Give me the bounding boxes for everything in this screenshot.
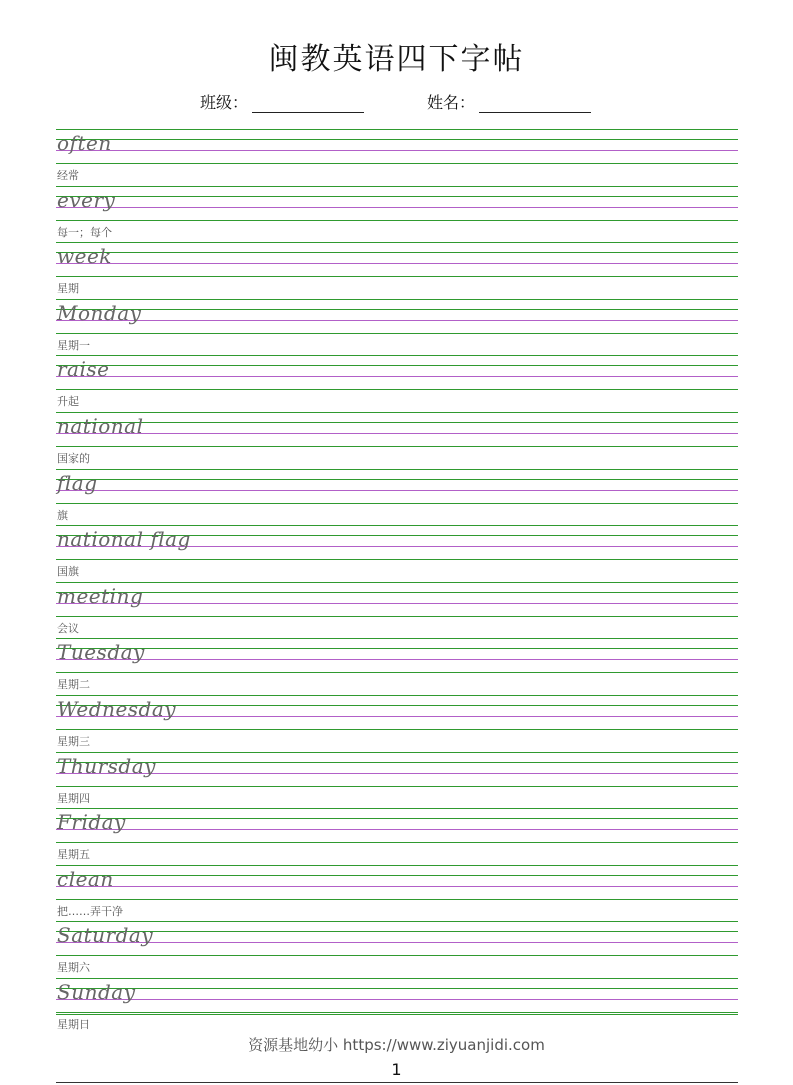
ruling-line-green — [56, 729, 738, 730]
ruling-line-green — [56, 469, 738, 470]
class-label: 班级： — [200, 93, 249, 112]
ruling-line-purple — [56, 433, 738, 434]
ruling-line-green — [56, 865, 738, 866]
ruling-line-green — [56, 276, 738, 277]
word-entry — [56, 186, 738, 243]
ruling-line-green — [56, 299, 738, 300]
ruling-line-green — [56, 422, 738, 423]
word-entry — [56, 129, 738, 186]
ruling-line-purple — [56, 829, 738, 830]
ruling-line-green — [56, 978, 738, 979]
chinese-meaning: 星期六 — [57, 961, 90, 975]
ruling-line-purple — [56, 886, 738, 887]
ruling-line-green — [56, 695, 738, 696]
chinese-meaning: 会议 — [57, 621, 79, 635]
english-word: Thursday — [57, 753, 156, 778]
ruling-line-purple — [56, 490, 738, 491]
chinese-meaning: 国家的 — [57, 451, 90, 465]
bottom-rule — [56, 1082, 738, 1083]
ruling-line-purple — [56, 999, 738, 1000]
chinese-meaning: 星期五 — [57, 848, 90, 862]
ruling-line-green — [56, 818, 738, 819]
ruling-line-green — [56, 333, 738, 334]
class-blank[interactable] — [252, 96, 364, 113]
ruling-line-green — [56, 163, 738, 164]
ruling-line-green — [56, 648, 738, 649]
english-word: week — [57, 244, 112, 269]
ruling-line-purple — [56, 207, 738, 208]
word-entry — [56, 525, 738, 582]
name-field — [427, 90, 591, 113]
word-entry — [56, 242, 738, 299]
english-word: flag — [57, 470, 98, 495]
chinese-meaning: 星期 — [57, 282, 79, 296]
chinese-meaning: 星期四 — [57, 791, 90, 805]
ruling-line-green — [56, 931, 738, 932]
class-field — [200, 90, 364, 113]
ruling-line-purple — [56, 773, 738, 774]
english-word: often — [57, 131, 112, 155]
ruling-line-green — [56, 559, 738, 560]
word-entry — [56, 582, 738, 639]
ruling-line-green — [56, 638, 738, 639]
chinese-meaning: 星期二 — [57, 678, 90, 692]
word-entry — [56, 638, 738, 695]
english-word: Wednesday — [57, 696, 177, 721]
ruling-line-green — [56, 129, 738, 130]
closing-ruling-line — [56, 1014, 738, 1015]
english-word: Sunday — [57, 979, 136, 1004]
ruling-line-green — [56, 672, 738, 673]
ruling-line-green — [56, 592, 738, 593]
ruling-line-green — [56, 616, 738, 617]
ruling-line-green — [56, 988, 738, 989]
word-entry — [56, 921, 738, 978]
chinese-meaning: 把……弄干净 — [57, 904, 123, 918]
english-word: national — [57, 413, 144, 438]
ruling-line-green — [56, 186, 738, 187]
ruling-line-purple — [56, 320, 738, 321]
ruling-line-green — [56, 355, 738, 356]
ruling-line-green — [56, 139, 738, 140]
word-entry — [56, 865, 738, 922]
ruling-line-green — [56, 412, 738, 413]
ruling-line-purple — [56, 150, 738, 151]
chinese-meaning: 国旗 — [57, 565, 79, 579]
ruling-line-green — [56, 955, 738, 956]
ruling-line-green — [56, 808, 738, 809]
word-entry — [56, 808, 738, 865]
footer-watermark: 资源基地幼小 https://www.ziyuanjidi.com — [248, 1036, 545, 1054]
english-word: raise — [57, 357, 110, 382]
ruling-line-green — [56, 446, 738, 447]
ruling-line-green — [56, 389, 738, 390]
page-title: 闽教英语四下字帖 — [268, 42, 525, 77]
chinese-meaning: 经常 — [57, 169, 79, 182]
ruling-line-green — [56, 220, 738, 221]
ruling-line-green — [56, 582, 738, 583]
ruling-line-green — [56, 752, 738, 753]
chinese-meaning: 每一；每个 — [57, 225, 112, 239]
word-entry — [56, 299, 738, 356]
copybook-sheet — [56, 129, 738, 1035]
chinese-meaning: 星期日 — [57, 1017, 90, 1031]
chinese-meaning: 星期三 — [57, 734, 90, 748]
word-entry — [56, 978, 738, 1035]
ruling-line-purple — [56, 603, 738, 604]
word-entry — [56, 469, 738, 526]
word-entry — [56, 355, 738, 412]
english-word: Monday — [57, 300, 142, 325]
ruling-line-purple — [56, 942, 738, 943]
ruling-line-green — [56, 479, 738, 480]
ruling-line-green — [56, 242, 738, 243]
chinese-meaning: 星期一 — [57, 338, 90, 352]
chinese-meaning: 旗 — [57, 508, 68, 522]
english-word: meeting — [57, 583, 144, 608]
ruling-line-purple — [56, 263, 738, 264]
ruling-line-green — [56, 252, 738, 253]
word-entry — [56, 412, 738, 469]
english-word: Tuesday — [57, 640, 145, 665]
english-word: Friday — [57, 810, 126, 835]
ruling-line-green — [56, 365, 738, 366]
page-number: 1 — [391, 1060, 402, 1079]
ruling-line-green — [56, 899, 738, 900]
english-word: national flag — [57, 527, 191, 552]
chinese-meaning: 升起 — [57, 395, 79, 409]
ruling-line-purple — [56, 659, 738, 660]
ruling-line-green — [56, 875, 738, 876]
ruling-line-green — [56, 762, 738, 763]
word-entry — [56, 695, 738, 752]
name-label: 姓名： — [427, 93, 476, 112]
ruling-line-green — [56, 921, 738, 922]
ruling-line-green — [56, 503, 738, 504]
english-word: clean — [57, 866, 114, 891]
ruling-line-green — [56, 525, 738, 526]
ruling-line-green — [56, 196, 738, 197]
ruling-line-green — [56, 786, 738, 787]
ruling-line-green — [56, 309, 738, 310]
word-entry — [56, 752, 738, 809]
english-word: every — [57, 187, 116, 212]
english-word: Saturday — [57, 923, 154, 948]
name-blank[interactable] — [479, 96, 591, 113]
ruling-line-green — [56, 1012, 738, 1013]
ruling-line-purple — [56, 376, 738, 377]
ruling-line-green — [56, 842, 738, 843]
